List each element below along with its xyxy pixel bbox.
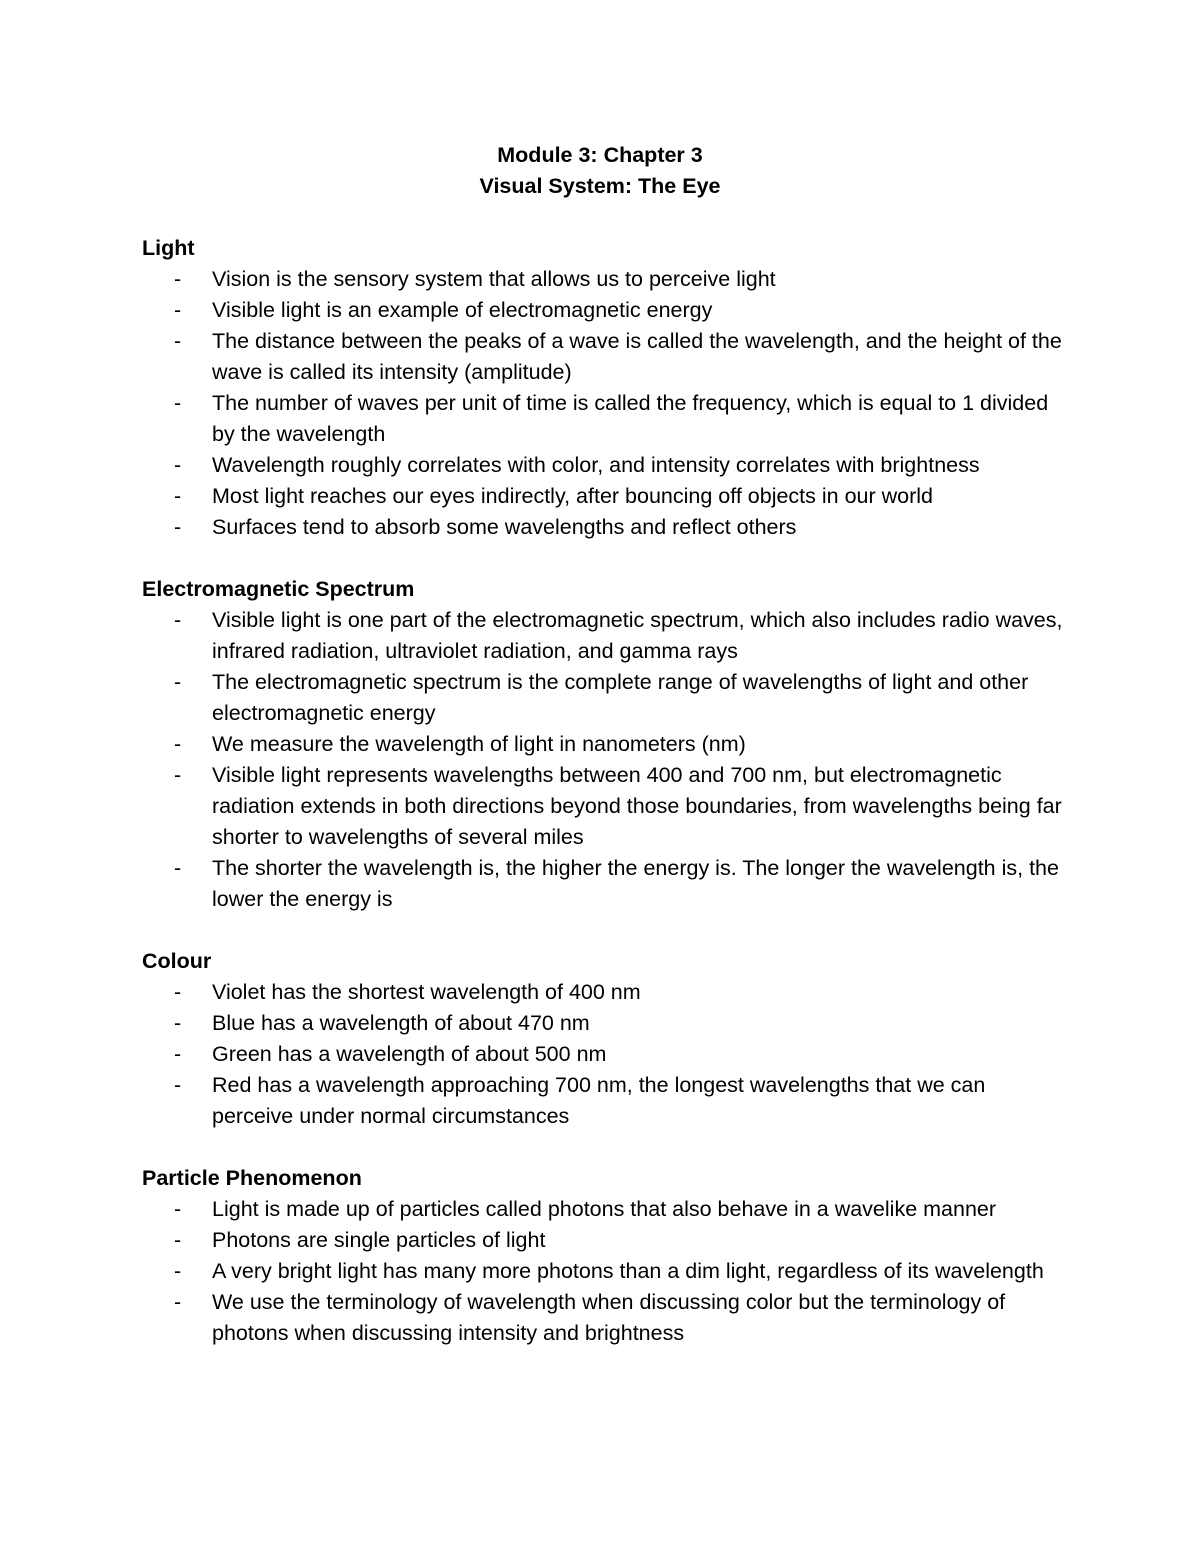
bullet-text: Photons are single particles of light [212,1228,546,1252]
bullet-text: Most light reaches our eyes indirectly, after bouncing off objects in our world [212,484,934,508]
bullet-text: The distance between the peaks of a wave is called the wavelength, and the height of the wave is called its intensity (amplitude) [212,329,1062,384]
list-item [142,481,1072,512]
section-heading: Light [142,236,195,260]
bullet-dash: - [174,1073,182,1097]
bullet-dash: - [174,732,182,756]
bullet-dash: - [174,1197,182,1221]
list-item [142,760,1072,853]
bullet-dash: - [174,391,182,415]
bullet-text: We measure the wavelength of light in nanometers (nm) [212,732,746,756]
bullet-dash: - [174,1259,182,1283]
section-electromagnetic-spectrum [142,574,1072,915]
list-item [142,605,1072,667]
bullet-list [142,977,1072,1132]
bullet-dash: - [174,329,182,353]
list-item [142,295,1072,326]
bullet-text: The electromagnetic spectrum is the complete range of wavelengths of light and other electromagnetic energy [212,670,1029,725]
title-block [0,140,1200,202]
list-item [142,729,1072,760]
bullet-text: Visible light is an example of electromagnetic energy [212,298,713,322]
list-item [142,667,1072,729]
list-item [142,512,1072,543]
list-item [142,853,1072,915]
document-body [142,233,1072,1380]
bullet-dash: - [174,670,182,694]
bullet-dash: - [174,453,182,477]
bullet-dash: - [174,298,182,322]
bullet-dash: - [174,267,182,291]
bullet-text: Green has a wavelength of about 500 nm [212,1042,607,1066]
bullet-text: A very bright light has many more photons than a dim light, regardless of its wavelength [212,1259,1044,1283]
bullet-dash: - [174,608,182,632]
bullet-text: Red has a wavelength approaching 700 nm, the longest wavelengths that we can perceive under normal circumstances [212,1073,986,1128]
document-title: Module 3: Chapter 3 [497,143,703,167]
bullet-text: Surfaces tend to absorb some wavelengths and reflect others [212,515,797,539]
list-item [142,1070,1072,1132]
bullet-text: Vision is the sensory system that allows us to perceive light [212,267,776,291]
list-item [142,450,1072,481]
section-light [142,233,1072,543]
bullet-list [142,1194,1072,1349]
bullet-dash: - [174,1290,182,1314]
bullet-text: The number of waves per unit of time is called the frequency, which is equal to 1 divided by the wavelength [212,391,1049,446]
bullet-dash: - [174,1011,182,1035]
section-particle-phenomenon [142,1163,1072,1349]
bullet-text: Wavelength roughly correlates with color, and intensity correlates with brightness [212,453,980,477]
bullet-dash: - [174,980,182,1004]
bullet-dash: - [174,515,182,539]
list-item [142,1039,1072,1070]
list-item [142,1194,1072,1225]
bullet-text: Light is made up of particles called photons that also behave in a wavelike manner [212,1197,997,1221]
bullet-dash: - [174,1228,182,1252]
bullet-text: The shorter the wavelength is, the higher the energy is. The longer the wavelength is, the lower the energy is [212,856,1059,911]
bullet-dash: - [174,484,182,508]
list-item [142,1008,1072,1039]
bullet-text: Violet has the shortest wavelength of 400 nm [212,980,641,1004]
bullet-text: Visible light represents wavelengths between 400 and 700 nm, but electromagnetic radiation extends in both directions beyond those boundaries, from wavelengths being far shorter to wavelengths of several miles [212,763,1062,849]
section-heading: Colour [142,949,212,973]
section-heading: Particle Phenomenon [142,1166,362,1190]
bullet-text: We use the terminology of wavelength when discussing color but the terminology of photons when discussing intensity and brightness [212,1290,1006,1345]
list-item [142,1256,1072,1287]
section-heading: Electromagnetic Spectrum [142,577,415,601]
list-item [142,388,1072,450]
bullet-text: Blue has a wavelength of about 470 nm [212,1011,590,1035]
bullet-dash: - [174,856,182,880]
list-item [142,1287,1072,1349]
bullet-text: Visible light is one part of the electromagnetic spectrum, which also includes radio waves, infrared radiation, ultraviolet radiation, and gamma rays [212,608,1063,663]
bullet-dash: - [174,763,182,787]
list-item [142,977,1072,1008]
bullet-list [142,605,1072,915]
bullet-list [142,264,1072,543]
list-item [142,326,1072,388]
bullet-dash: - [174,1042,182,1066]
document-subtitle: Visual System: The Eye [479,174,721,198]
section-colour [142,946,1072,1132]
list-item [142,1225,1072,1256]
list-item [142,264,1072,295]
